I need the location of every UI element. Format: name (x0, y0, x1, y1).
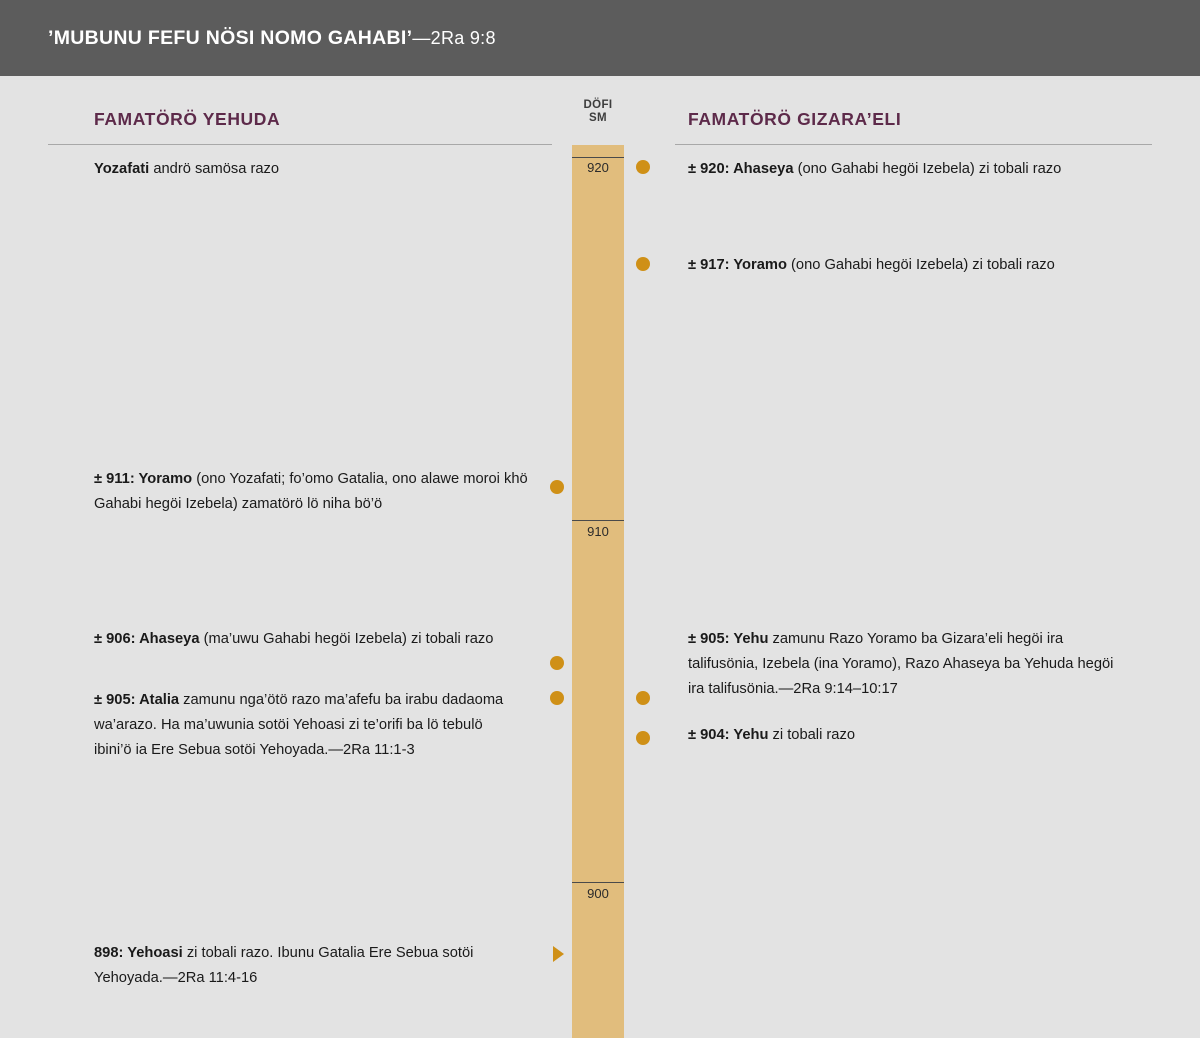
event-item (688, 253, 1138, 278)
event-marker-dot (636, 731, 650, 745)
divider-left (48, 144, 552, 145)
timeline-axis-label-line2: SM (588, 112, 608, 124)
event-text: (ma’uwu Gahabi hegöi Izebela) zi tobali razo (199, 631, 494, 647)
page-title-reference: —2Ra 9:8 (412, 28, 496, 48)
event-marker-dot (636, 257, 650, 271)
event-item (688, 723, 1128, 748)
event-item (94, 941, 529, 991)
timeline-tick-900 (572, 882, 624, 883)
event-item (94, 688, 524, 763)
event-marker-dot (550, 691, 564, 705)
event-item (688, 627, 1128, 702)
timeline-tick-label-920: 920 (587, 160, 609, 175)
event-item (94, 627, 534, 652)
event-text: zamunu Razo Yoramo ba Gizara’eli hegöi ira talifusönia, Izebela (ina Yoramo), Razo Ahaseya ba Yehuda hegöi ira talifusönia.—2Ra 9:14–10:17 (688, 631, 1114, 697)
column-heading-judah: FAMATÖRÖ YEHUDA (94, 109, 281, 129)
event-text: zi tobali razo. Ibunu Gatalia Ere Sebua sotöi Yehoyada.—2Ra 11:4-16 (94, 945, 474, 986)
column-heading-israel: FAMATÖRÖ GIZARA’ELI (688, 109, 902, 129)
event-marker-dot (550, 656, 564, 670)
event-label: ± 906: Ahaseya (94, 631, 200, 647)
timeline-axis-label-line1: DÖFI (583, 99, 613, 111)
divider-right (675, 144, 1152, 145)
header-bar (0, 0, 1200, 76)
event-text: zamunu nga’ötö razo ma’afefu ba irabu dadaoma wa’arazo. Ha ma’uwunia sotöi Yehoasi zi te’orifi ba lö tebulö ibini’ö ia Ere Sebua sotöi Yehoyada.—2Ra 11:1-3 (94, 692, 504, 758)
event-text: (ono Gahabi hegöi Izebela) zi tobali razo (786, 257, 1055, 273)
timeline-tick-label-900: 900 (587, 886, 609, 901)
timeline-tick-label-910: 910 (587, 524, 609, 539)
page-title-main: ’MUBUNU FEFU NÖSI NOMO GAHABI’ (48, 27, 413, 49)
event-item (688, 157, 1138, 182)
timeline-tick-920 (572, 157, 624, 158)
timeline-bar (572, 145, 624, 1038)
event-label: ± 920: Ahaseya (688, 161, 794, 177)
event-label: ± 917: Yoramo (688, 257, 787, 273)
event-label: ± 905: Yehu (688, 631, 769, 647)
event-text: zi tobali razo (768, 727, 855, 743)
event-marker-dot (636, 691, 650, 705)
event-item (94, 157, 544, 182)
page-title (48, 27, 496, 50)
timeline-axis-label (572, 99, 624, 125)
event-text: (ono Gahabi hegöi Izebela) zi tobali razo (793, 161, 1062, 177)
event-marker-arrow (553, 946, 564, 962)
event-text: andrö samösa razo (149, 161, 280, 177)
event-text: (ono Yozafati; fo’omo Gatalia, ono alawe moroi khö Gahabi hegöi Izebela) zamatörö lö niha bö’ö (94, 471, 528, 512)
event-item (94, 467, 534, 517)
event-label: 898: Yehoasi (94, 945, 183, 961)
event-label: Yozafati (94, 161, 150, 177)
timeline-tick-910 (572, 520, 624, 521)
event-label: ± 911: Yoramo (94, 471, 193, 487)
event-label: ± 904: Yehu (688, 727, 769, 743)
event-marker-dot (550, 480, 564, 494)
event-label: ± 905: Atalia (94, 692, 180, 708)
event-marker-dot (636, 160, 650, 174)
